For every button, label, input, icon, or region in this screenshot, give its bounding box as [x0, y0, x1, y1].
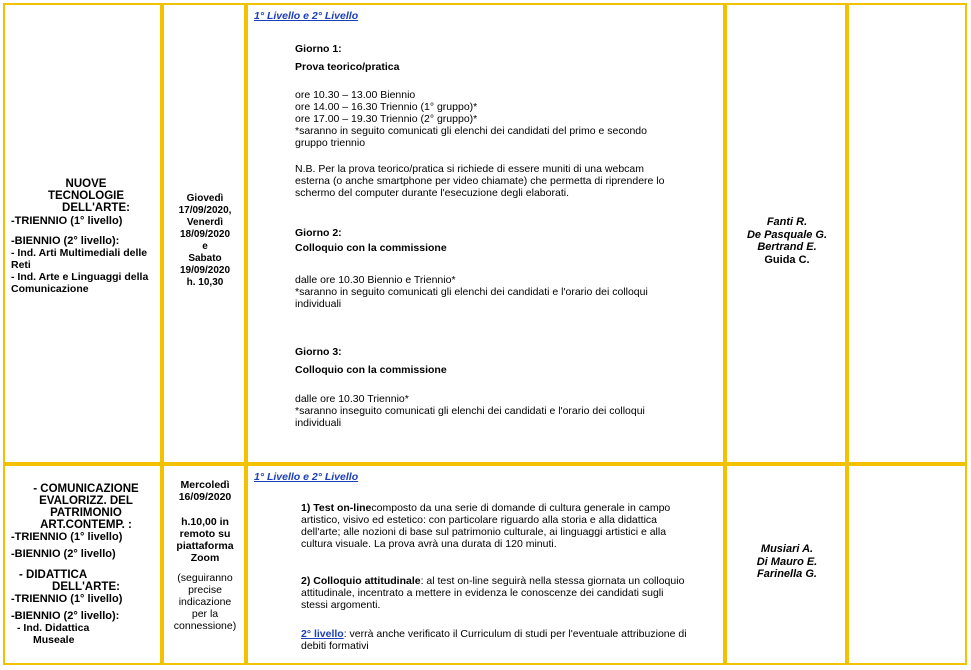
day1-line: ore 10.30 – 13.00 Biennio [295, 89, 416, 101]
day1-subheading: Prova teorico/pratica [295, 61, 400, 73]
day2-line: *saranno in seguito comunicati gli elenchi dei candidati e l'orario dei colloqui [295, 286, 648, 298]
interview-line: stessi argomenti. [301, 599, 381, 611]
row2-course-title-line: DELL'ARTE: [52, 581, 120, 593]
row1-course-title-line: TECNOLOGIE [47, 190, 125, 202]
row2-course-item: -BIENNIO (2° livello): [11, 610, 120, 622]
row1-date-line: 18/09/2020 [179, 229, 231, 240]
day1-heading: Giorno 1: [295, 43, 342, 55]
day3-subheading: Colloquio con la commissione [295, 364, 447, 376]
test-line: artistico, visivo ed estetico: con particolare riguardo alla storia e alla didattica [301, 514, 658, 526]
row1-course-title-line: NUOVE [65, 178, 107, 190]
row1-date-line: 17/09/2020, [178, 205, 232, 216]
row1-date-line: Sabato [188, 253, 222, 264]
row2-paren-line: indicazione [178, 596, 232, 608]
day1-note-line: N.B. Per la prova teorico/pratica si richiede di essere muniti di una webcam [295, 163, 644, 175]
commission-member: Di Mauro E. [756, 555, 818, 568]
commission-member: Guida C. [764, 253, 810, 266]
second-level-link[interactable]: 2° livello [301, 628, 344, 640]
commission-member: Farinella G. [757, 568, 817, 580]
row1-course-item: - Ind. Arte e Linguaggi della Comunicazione [11, 271, 149, 295]
second-level-line: : verrà anche verificato il Curriculum di studi per l'eventuale attribuzione di [343, 628, 687, 640]
row2-time-line: piattaforma [176, 540, 234, 552]
interview-line: : al test on-line seguirà nella stessa giornata un colloquio [420, 575, 685, 587]
row2-course-item: - Ind. Didattica [17, 622, 90, 634]
row2-course-title-line: ART.CONTEMP. : [40, 519, 132, 531]
row2-details-cell [246, 464, 725, 665]
row1-course-cell [3, 3, 162, 464]
day1-note-line: schermo del computer durante l'esecuzione degli elaborati. [295, 187, 569, 199]
row2-course-title-line: - DIDATTICA [19, 569, 88, 581]
row2-course-item: Museale [33, 634, 75, 646]
row2-course-item: -BIENNIO (2° livello) [11, 548, 116, 560]
row1-date-line: 19/09/2020 [179, 265, 231, 276]
exam-schedule-table [3, 3, 967, 665]
row1-course-item: - Ind. Arti Multimediali delle Reti [11, 247, 148, 271]
row2-date-cell [162, 464, 246, 665]
row2-level-link[interactable]: 1° Livello e 2° Livello [254, 471, 359, 483]
day1-note-line: esterna (o anche smartphone per video chiamate) che permetta di riprendere lo [295, 175, 665, 187]
row1-level-link[interactable]: 1° Livello e 2° Livello [254, 10, 359, 22]
row2-date-line: 16/09/2020 [178, 491, 232, 503]
row1-details-cell [246, 3, 725, 464]
row2-paren-line: (seguiranno [177, 572, 233, 584]
row2-course-item: -TRIENNIO (1° livello) [11, 593, 123, 605]
row1-date-cell [162, 3, 246, 464]
row2-course-title-line: EVALORIZZ. DEL [39, 495, 133, 507]
day1-line: ore 14.00 – 16.30 Triennio (1° gruppo)* [295, 101, 478, 113]
test-line: composto da una serie di domande di cultura generale in campo [371, 502, 671, 514]
commission-member: Fanti R. [766, 216, 808, 228]
day2-line: dalle ore 10.30 Biennio e Triennio* [295, 274, 456, 286]
row2-paren-line: per la [191, 608, 219, 620]
row1-date-line: h. 10,30 [186, 277, 224, 288]
day2-heading: Giorno 2: [295, 227, 342, 239]
row2-time-line: h.10,00 in [181, 516, 229, 528]
day3-line: *saranno inseguito comunicati gli elenchi dei candidati e l'orario dei colloqui [295, 405, 645, 417]
row2-course-item: -TRIENNIO (1° livello) [11, 531, 123, 543]
row1-commission-cell [725, 3, 847, 464]
second-level-line: debiti formativi [301, 640, 369, 652]
day1-line: ore 17.00 – 19.30 Triennio (2° gruppo)* [295, 113, 478, 125]
row1-course-title-line: DELL'ARTE: [62, 202, 130, 214]
row1-course-item: -BIENNIO (2° livello): [11, 235, 120, 247]
row2-time-line: remoto su [179, 528, 231, 540]
day3-line: individuali [295, 417, 342, 429]
day2-line: individuali [295, 298, 342, 310]
test-line: cultura visuale. La prova avrà una durata di 120 minuti. [301, 538, 557, 550]
row2-paren-line: precise [188, 584, 222, 596]
row2-time-line: Zoom [190, 552, 220, 564]
row2-course-title-line: PATRIMONIO [50, 507, 122, 519]
row2-date-line: Mercoledì [180, 479, 230, 491]
row2-commission-cell [725, 464, 847, 665]
commission-member: Bertrand E. [757, 241, 817, 253]
row2-empty-cell [847, 464, 967, 665]
row1-date-line: Giovedì [186, 193, 224, 204]
day2-subheading: Colloquio con la commissione [295, 242, 447, 254]
row2-course-title-line: - COMUNICAZIONE [33, 483, 139, 495]
day1-line: gruppo triennio [295, 137, 366, 149]
commission-member: Musiari A. [760, 543, 814, 555]
row1-empty-cell [847, 3, 967, 464]
day3-heading: Giorno 3: [295, 346, 342, 358]
row1-date-line: Venerdì [186, 217, 224, 228]
row2-course-cell [3, 464, 162, 665]
day1-line: *saranno in seguito comunicati gli elenchi dei candidati del primo e secondo [295, 125, 647, 137]
commission-member: De Pasquale G. [746, 228, 828, 241]
interview-line: attitudinale, incentrato a mettere in evidenza le conoscenze dei candidati sugli [301, 587, 664, 599]
row2-paren-line: connessione) [173, 620, 237, 632]
test-line: dell'arte; alle nozioni di base sul patrimonio culturale, ai linguaggi artistici e alla [301, 526, 667, 538]
interview-label: 2) Colloquio attitudinale [301, 575, 421, 587]
row1-date-line: e [202, 241, 208, 252]
test-label: 1) Test on-line [301, 502, 372, 514]
row1-course-item: -TRIENNIO (1° livello) [11, 215, 123, 227]
day3-line: dalle ore 10.30 Triennio* [295, 393, 409, 405]
